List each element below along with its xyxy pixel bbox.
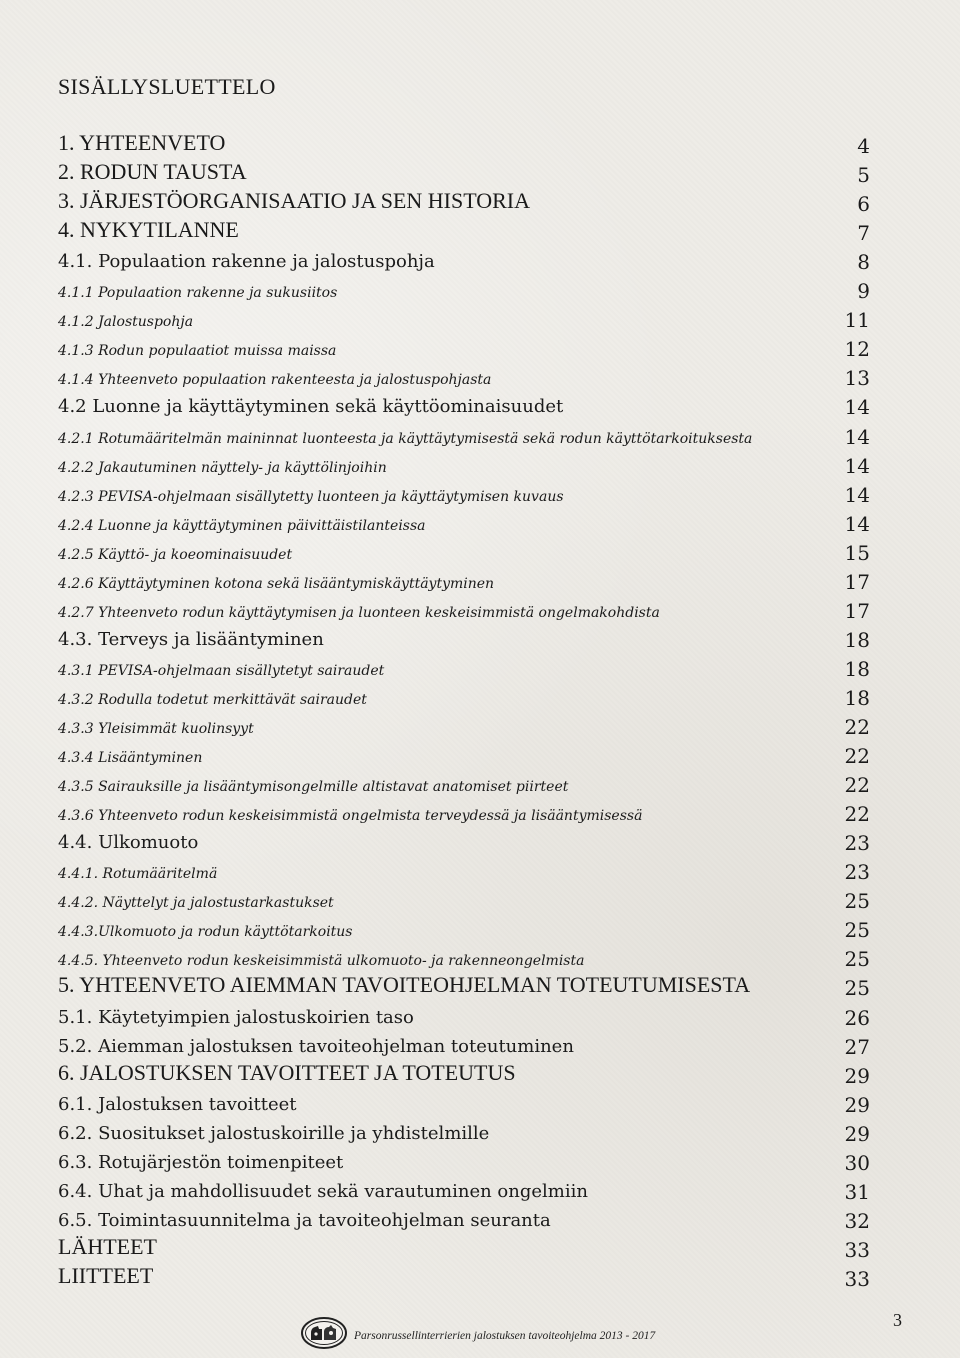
toc-entry[interactable] (58, 277, 870, 305)
toc-entry[interactable] (58, 452, 870, 480)
toc-entry-page: 22 (844, 773, 870, 798)
toc-entry-page: 30 (844, 1150, 870, 1175)
toc-entry-label: 6.1. Jalostuksen tavoitteet (58, 1093, 297, 1115)
toc-entry-page: 18 (844, 685, 870, 710)
toc-entry-label: 4.3.2 Rodulla todetut merkittävät sairaudet (58, 691, 367, 708)
toc-entry-page: 14 (844, 395, 870, 420)
toc-entry[interactable] (58, 132, 870, 160)
toc-entry[interactable] (58, 916, 870, 944)
toc-entry-label: 4.3.1 PEVISA-ohjelmaan sisällytetyt sairaudet (58, 662, 385, 679)
toc-entry-label: 4.2.6 Käyttäytyminen kotona sekä lisääntymiskäyttäytyminen (58, 575, 495, 592)
toc-entry[interactable] (58, 364, 870, 392)
toc-entry-page: 29 (844, 1092, 870, 1117)
toc-entry[interactable] (58, 1120, 870, 1148)
toc-entry-page: 4 (857, 134, 870, 158)
toc-entry[interactable] (58, 1178, 870, 1206)
toc-entry-label: 4. NYKYTILANNE (58, 217, 239, 243)
toc-entry-label: 4.1.3 Rodun populaatiot muissa maissa (58, 343, 337, 360)
toc-entry-page: 17 (844, 569, 870, 594)
toc-entry-label: 6.3. Rotujärjestön toimenpiteet (58, 1151, 344, 1173)
toc-entry-page: 23 (844, 831, 870, 856)
toc-entry[interactable] (58, 568, 870, 596)
toc-entry[interactable] (58, 655, 870, 683)
toc-entry-page: 25 (844, 976, 870, 1001)
toc-entry-label: 5. YHTEENVETO AIEMMAN TAVOITEOHJELMAN TOTEUTUMISESTA (58, 972, 751, 998)
toc-entry[interactable] (58, 1262, 870, 1293)
toc-entry-label: 4.3.5 Sairauksille ja lisääntymisongelmille altistavat anatomiset piirteet (58, 779, 569, 796)
toc-entry-label: 5.2. Aiemman jalostuksen tavoiteohjelman toteutuminen (58, 1035, 574, 1057)
toc-entry-page: 14 (844, 424, 870, 449)
toc-entry[interactable] (58, 1207, 870, 1235)
toc-entry-label: 4.1. Populaation rakenne ja jalostuspohja (58, 251, 435, 273)
toc-entry-label: 6.5. Toimintasuunnitelma ja tavoiteohjelman seuranta (58, 1209, 551, 1231)
toc-entry-page: 18 (844, 627, 870, 652)
toc-entry-label: 3. JÄRJESTÖORGANISAATIO JA SEN HISTORIA (58, 188, 531, 214)
toc-entry-label: 4.3. Terveys ja lisääntyminen (58, 628, 324, 650)
toc-entry[interactable] (58, 161, 870, 189)
toc-entry-page: 7 (857, 221, 870, 246)
toc-entry[interactable] (58, 713, 870, 741)
toc-entry-page: 22 (844, 715, 870, 739)
toc-entry-label: 4.4. Ulkomuoto (58, 832, 199, 854)
toc-entry-page: 25 (844, 918, 870, 943)
toc-entry[interactable] (58, 1004, 870, 1032)
toc-entry-page: 26 (844, 1005, 870, 1030)
toc-entry-page: 12 (844, 337, 870, 362)
toc-entry-page: 17 (844, 598, 870, 623)
toc-entry[interactable] (58, 1033, 870, 1061)
footer-text: Parsonrussellinterrierien jalostuksen tavoiteohjelma 2013 - 2017 (354, 1330, 656, 1342)
toc-entry-label: 4.2.4 Luonne ja käyttäytyminen päivittäistilanteissa (58, 517, 426, 534)
toc-entry-label: 6.2. Suositukset jalostuskoirille ja yhdistelmille (58, 1122, 490, 1144)
toc-entry-page: 14 (844, 482, 870, 507)
toc-entry-label: 4.2 Luonne ja käyttäytyminen sekä käyttöominaisuudet (58, 396, 564, 418)
toc-entry[interactable] (58, 945, 870, 973)
toc-entry[interactable] (58, 248, 870, 276)
toc-entry-label: 4.4.1. Rotumääritelmä (58, 866, 218, 883)
footer (300, 1312, 720, 1352)
toc-entry[interactable] (58, 829, 870, 857)
page-number: 3 (893, 1310, 902, 1330)
toc-entry-label: 4.2.3 PEVISA-ohjelmaan sisällytetty luonteen ja käyttäytymisen kuvaus (58, 488, 564, 505)
toc-entry[interactable] (58, 1149, 870, 1177)
toc-entry-label: 4.3.4 Lisääntyminen (58, 750, 203, 767)
toc-entry-label: 4.2.5 Käyttö- ja koeominaisuudet (58, 546, 293, 563)
toc-entry-page: 27 (844, 1034, 870, 1059)
toc-entry-page: 5 (857, 163, 870, 188)
toc-entry[interactable] (58, 1233, 870, 1264)
toc-entry-label: 4.4.3.Ulkomuoto ja rodun käyttötarkoitus (58, 924, 353, 941)
toc-entry-label: LIITTEET (58, 1262, 154, 1288)
toc-entry-page: 32 (844, 1208, 870, 1233)
toc-entry-label: 4.2.2 Jakautuminen näyttely- ja käyttölinjoihin (58, 459, 387, 476)
toc-entry[interactable] (58, 539, 870, 567)
toc-entry[interactable] (58, 771, 870, 799)
toc-entry[interactable] (58, 1059, 870, 1090)
toc-entry[interactable] (58, 974, 870, 1002)
toc-entry[interactable] (58, 626, 870, 654)
toc-entry-label: 5.1. Käytetyimpien jalostuskoirien taso (58, 1006, 414, 1028)
toc-entry-page: 18 (844, 656, 870, 681)
toc-entry-page: 6 (857, 192, 870, 217)
toc-entry-page: 11 (844, 308, 870, 333)
toc-entry-page: 22 (844, 802, 870, 827)
toc-entry[interactable] (58, 423, 870, 451)
toc-title: SISÄLLYSLUETTELO (58, 74, 276, 99)
toc-entry[interactable] (58, 393, 870, 421)
toc-entry[interactable] (58, 510, 870, 538)
toc-entry-label: 4.2.7 Yhteenveto rodun käyttäytymisen ja luonteen keskeisimmistä ongelmakohdista (58, 604, 660, 621)
toc-entry-label: 4.1.4 Yhteenveto populaation rakenteesta ja jalostuspohjasta (58, 372, 492, 389)
toc-entry-page: 14 (844, 511, 870, 536)
toc-entry-page: 33 (844, 1237, 870, 1262)
toc-entry-page: 22 (844, 744, 870, 769)
toc-entry[interactable] (58, 597, 870, 625)
toc-entry-label: 6.4. Uhat ja mahdollisuudet sekä varautuminen ongelmiin (58, 1180, 588, 1202)
toc-entry[interactable] (58, 190, 870, 218)
toc-entry[interactable] (58, 742, 870, 770)
toc-entry-page: 29 (844, 1063, 870, 1088)
toc-entry-label: LÄHTEET (58, 1233, 157, 1259)
toc-entry-label: 4.4.5. Yhteenveto rodun keskeisimmistä ulkomuoto- ja rakenneongelmista (58, 953, 585, 970)
toc-entry-page: 15 (844, 540, 870, 565)
toc-entry-label: 4.3.3 Yleisimmät kuolinsyyt (58, 721, 254, 737)
toc-entry-page: 31 (844, 1179, 870, 1204)
toc-entry-page: 13 (844, 366, 870, 391)
toc-entry-label: 4.2.1 Rotumääritelmän maininnat luonteesta ja käyttäytymisestä sekä rodun käyttötarkoituksesta (58, 430, 753, 447)
toc-entry[interactable] (58, 800, 870, 828)
toc-entry-page: 23 (844, 860, 870, 885)
toc-entry-page: 8 (857, 250, 870, 275)
toc-entry-label: 4.1.2 Jalostuspohja (58, 314, 194, 331)
toc-entry-page: 25 (844, 947, 870, 972)
toc-entry[interactable] (58, 219, 870, 247)
toc-entry[interactable] (58, 887, 870, 915)
toc-entry[interactable] (58, 1091, 870, 1119)
toc-entry-page: 25 (844, 889, 870, 914)
toc-entry[interactable] (58, 684, 870, 712)
toc-entry[interactable] (58, 335, 870, 363)
toc-entry-label: 4.3.6 Yhteenveto rodun keskeisimmistä ongelmista terveydessä ja lisääntymisessä (58, 808, 643, 825)
toc-entry-label: 1. YHTEENVETO (58, 130, 226, 155)
toc-entry-label: 6. JALOSTUKSEN TAVOITTEET JA TOTEUTUS (58, 1059, 516, 1085)
toc-entry-label: 4.1.1 Populaation rakenne ja sukusiitos (58, 285, 338, 302)
toc-entry-page: 29 (844, 1121, 870, 1146)
toc-entry[interactable] (58, 481, 870, 509)
toc-entry-label: 4.4.2. Näyttelyt ja jalostustarkastukset (58, 895, 334, 912)
toc-entry-page: 14 (844, 453, 870, 478)
toc-entry-page: 33 (844, 1266, 870, 1291)
toc-entry[interactable] (58, 306, 870, 334)
toc-entry[interactable] (58, 858, 870, 886)
toc-entry-label: 2. RODUN TAUSTA (58, 159, 247, 185)
dogs-logo-icon (300, 1316, 348, 1350)
toc-entry-page: 9 (857, 279, 870, 304)
